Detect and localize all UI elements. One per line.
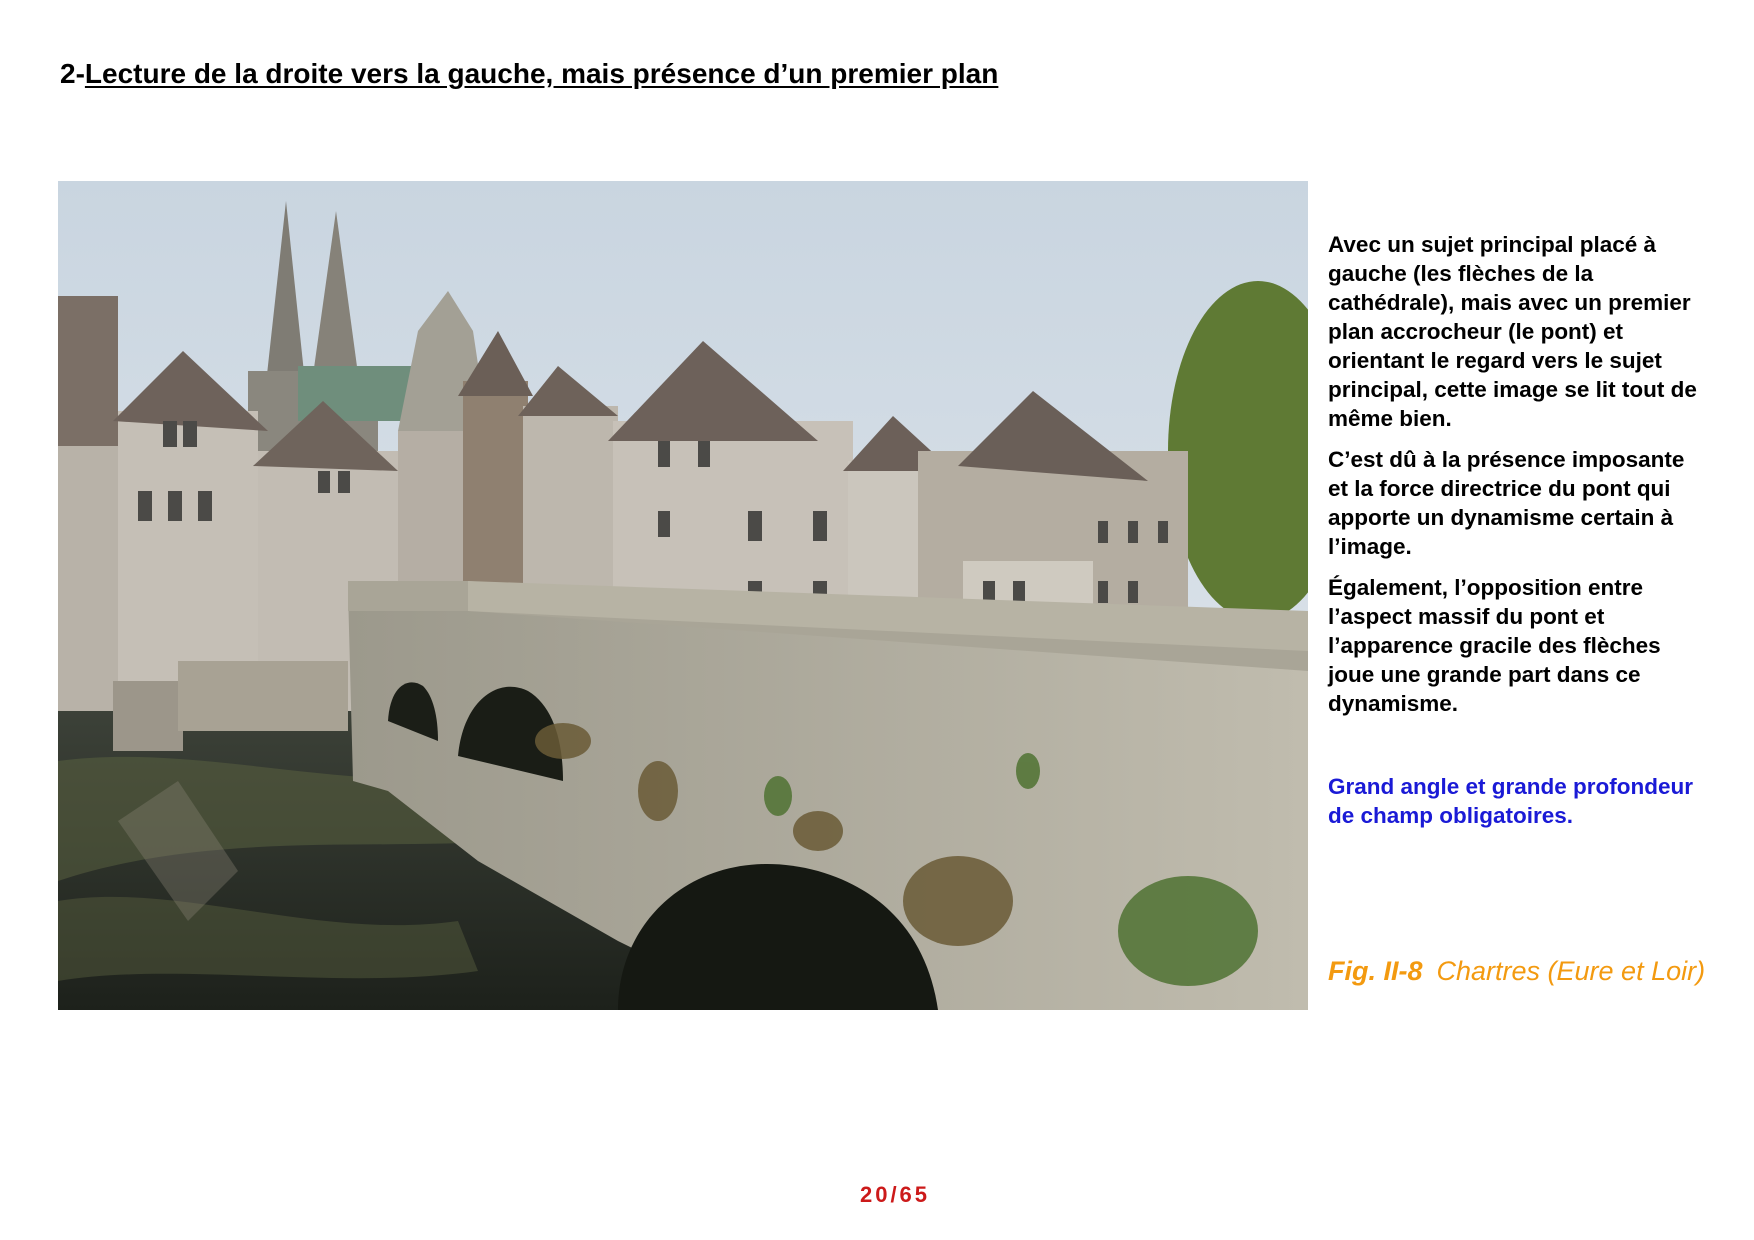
figure-caption <box>1328 954 1728 988</box>
description-paragraph-2: C’est dû à la présence imposante et la force directrice du pont qui apporte un dynamisme certain à l’image. <box>1328 447 1685 559</box>
description-paragraph-1: Avec un sujet principal placé à gauche (les flèches de la cathédrale), mais avec un premier plan accrocheur (le pont) et orientant le regard vers le sujet principal, cette image se lit tout de même bien. <box>1328 232 1697 431</box>
heading-title: Lecture de la droite vers la gauche, mais présence d’un premier plan <box>84 58 999 89</box>
chartres-bridge-photo <box>58 181 1308 1010</box>
heading-number: 2- <box>60 58 85 89</box>
page-number: 20/65 <box>859 1182 931 1207</box>
description-paragraph-3: Également, l’opposition entre l’aspect massif du pont et l’apparence gracile des flèches joue une grande part dans ce dynamisme. <box>1328 575 1661 716</box>
technical-note: Grand angle et grande profondeur de champ obligatoires. <box>1328 774 1694 828</box>
page-heading <box>60 58 998 90</box>
figure-title: Chartres (Eure et Loir) <box>1436 956 1706 986</box>
figure-number: Fig. II-8 <box>1328 956 1423 986</box>
